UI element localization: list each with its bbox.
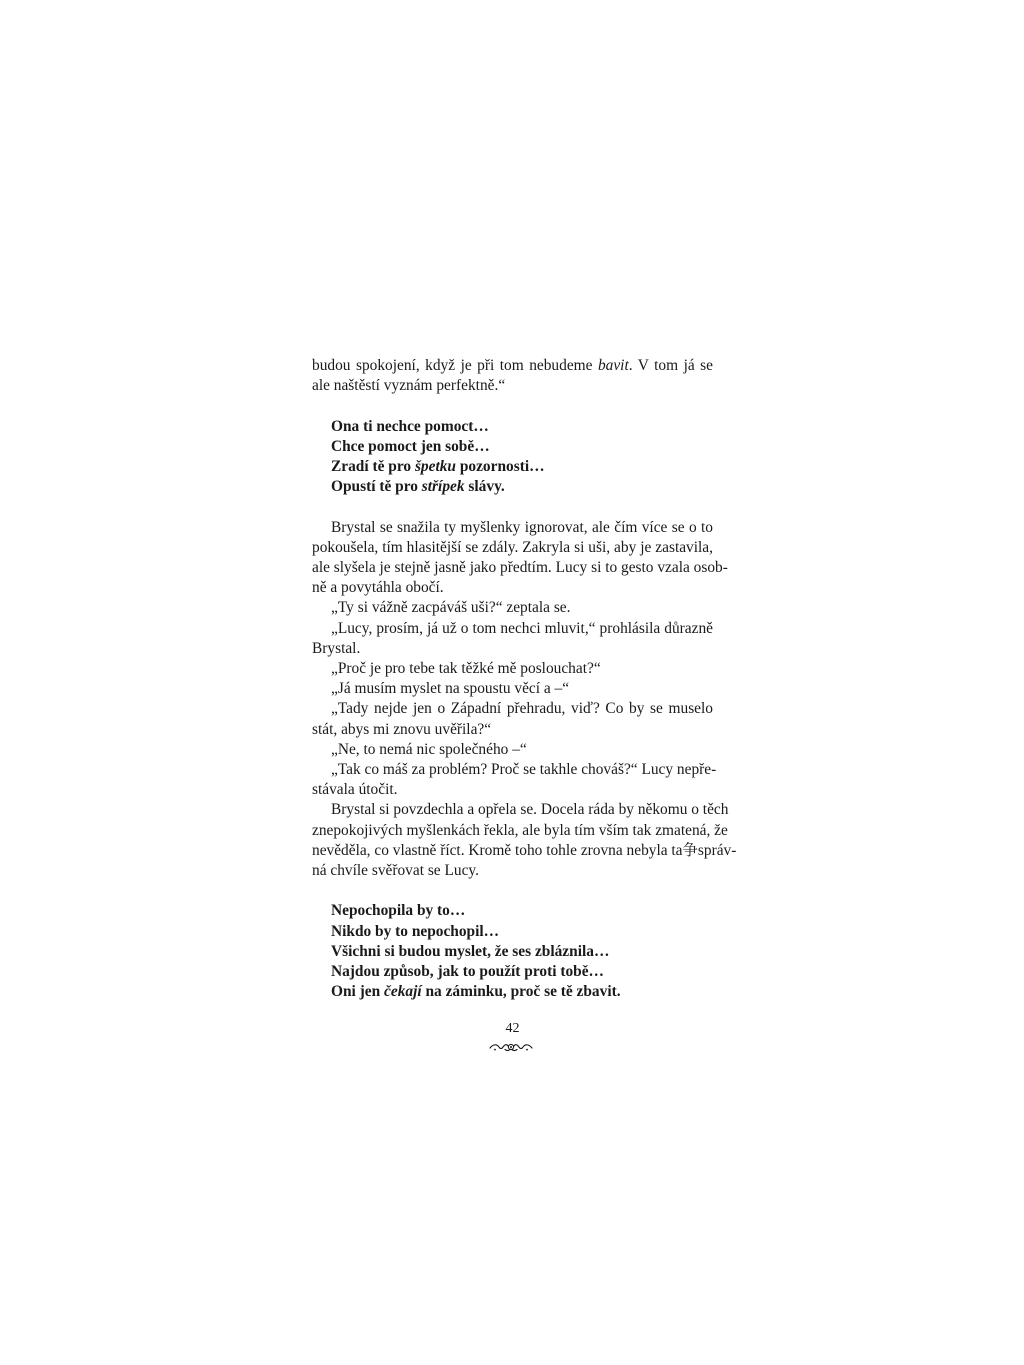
text-line: Brystal si povzdechla a opřela se. Docela ráda by někomu o těch [331,801,729,819]
dialogue-line: „Ty si vážně zacpáváš uši?“ zeptala se. [331,599,571,617]
paragraph [312,800,737,881]
verse-line [331,457,713,477]
decorative-flourish-icon [489,1040,533,1058]
text-line: ale slyšela je stejně jasně jako předtím. Lucy si to gesto vzala osob- [312,559,728,576]
text-line: ná chvíle svěřovat se Lucy. [312,862,479,880]
dialogue-line: „Tak co máš za problém? Proč se takhle chováš?“ Lucy nepře- [331,761,717,779]
text-line: Brystal se snažila ty myšlenky ignorovat, ale čím více se o to [331,518,713,536]
emphasis-text: bavit [597,357,629,374]
emphasis-text: čekají [384,983,422,1001]
dialogue-line: Brystal. [312,639,361,657]
text-line: ale naštěstí vyznám perfektně.“ [312,377,506,395]
dialogue-line: „Tady nejde jen o Západní přehradu, viď? Co by se muselo [331,700,713,718]
verse-line: Nepochopila by to… [331,902,466,920]
text-run: Zradí tě pro [331,458,415,475]
verse-line: Nikdo by to nepochopil… [331,922,500,940]
dialogue-line: „Já musím myslet na spoustu věcí a –“ [331,680,570,698]
text-run: . V tom já se [628,357,713,374]
dialogue-block [312,598,717,800]
text-line: pokoušela, tím hlasitější se zdály. Zakryla si uši, aby je zastavila, [312,538,713,556]
blank-line [312,881,713,901]
blank-line [312,497,713,517]
text-run: pozornosti… [455,458,545,475]
text-run: budou spokojení, když je při tom nebudeme [312,357,598,374]
emphasis-text: střípek [421,478,465,496]
bold-verse-block [312,417,713,498]
text-line: nevěděla, co vlastně říct. Kromě toho tohle zrovna nebyla ta争správ- [312,841,737,859]
dialogue-line: stát, abys mi znovu uvěřila?“ [312,720,492,738]
text-line [312,356,713,376]
paragraph [312,518,728,599]
dialogue-line: stávala útočit. [312,781,398,799]
dialogue-line: „Lucy, prosím, já už o tom nechci mluvit,“ prohlásila důrazně [331,619,713,637]
text-run: Oni jen [331,983,385,1001]
verse-line: Ona ti nechce pomoct… [331,417,489,435]
emphasis-text: špetku [414,458,456,475]
dialogue-line: „Proč je pro tebe tak těžké mě poslouchat?“ [331,660,601,678]
text-line: ně a povytáhla obočí. [312,579,444,597]
verse-line: Všichni si budou myslet, že ses zbláznila… [331,942,610,960]
verse-line [331,982,713,1002]
verse-line [331,477,713,497]
dialogue-line: „Ne, to nemá nic společného –“ [331,740,527,758]
text-run: Opustí tě pro [331,478,422,496]
verse-line: Chce pomoct jen sobě… [331,437,490,455]
blank-line [312,396,713,416]
text-run: slávy. [464,478,505,496]
verse-line: Najdou způsob, jak to použít proti tobě… [331,963,604,981]
page-number: 42 [505,1021,520,1036]
paragraph-continuation [312,356,713,396]
text-line: znepokojivých myšlenkách řekla, ale byla tím vším tak zmatená, že [312,821,728,839]
text-run: na záminku, proč se tě zbavit. [421,983,621,1001]
page-body [312,356,737,1002]
bold-verse-block [312,901,713,1002]
